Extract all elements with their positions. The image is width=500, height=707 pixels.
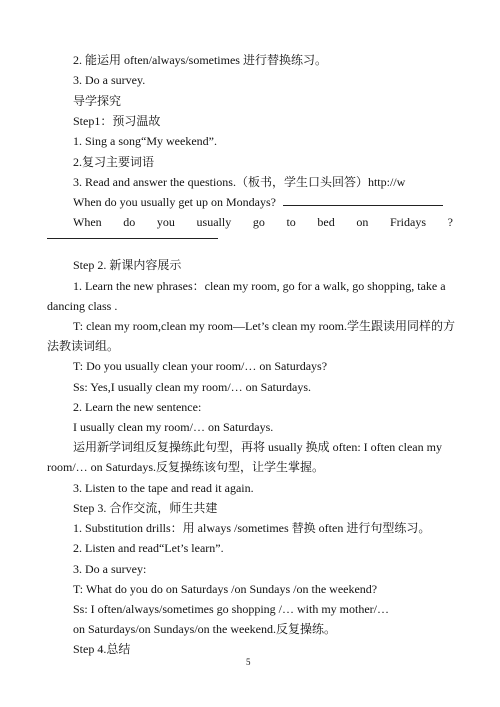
section-heading: 导学探究 [73, 94, 122, 108]
new-sentence: I usually clean my room/… on Saturdays. [73, 420, 274, 434]
question-2-word: do [123, 215, 136, 229]
step2-item-1-cont: dancing class . [47, 299, 118, 313]
step1-heading: Step1：预习温故 [73, 114, 161, 128]
question-2-word: bed [317, 215, 335, 229]
question-2-word: go [252, 215, 265, 229]
question-2-word: When [73, 215, 102, 229]
student-answer: Ss: Yes,I usually clean my room/… on Saturdays. [73, 380, 311, 394]
step1-item-3: 3. Read and answer the questions.（板书，学生口头回答）http://w [73, 175, 406, 189]
step3-item-2: 2. Listen and read“Let’s learn”. [73, 541, 224, 555]
step3-heading: Step 3. 合作交流，师生共建 [73, 501, 218, 515]
question-1 [73, 194, 443, 210]
step4-heading: Step 4.总结 [73, 642, 131, 656]
question-2-word: Fridays [390, 215, 426, 229]
teacher-line-1-cont: 法教读词组。 [47, 339, 120, 353]
step2-item-1: 1. Learn the new phrases：clean my room, go for a walk, go shopping, take a [73, 279, 446, 293]
question-2-word: to [286, 215, 296, 229]
step2-item-3: 3. Listen to the tape and read it again. [73, 481, 254, 495]
step2-item-2: 2. Learn the new sentence: [73, 400, 202, 414]
step3-item-1: 1. Substitution drills：用 always /sometimes 替换 often 进行句型练习。 [73, 521, 431, 535]
question-2-word: usually [196, 215, 232, 229]
step3-item-3: 3. Do a survey: [73, 562, 147, 576]
step1-item-1: 1. Sing a song“My weekend”. [73, 134, 217, 148]
survey-answer: Ss: I often/always/sometimes go shopping /… with my mother/… [73, 602, 389, 616]
question-1-text: When do you usually get up on Mondays? [73, 195, 276, 209]
step2-heading: Step 2. 新课内容展示 [73, 258, 182, 272]
step1-item-2: 2.复习主要词语 [73, 155, 155, 169]
objective-line-2: 2. 能运用 often/always/sometimes 进行替换练习。 [73, 53, 327, 67]
page-number: 5 [246, 657, 251, 667]
practice-note: 运用新学词组反复操练此句型，再将 usually 换成 often: I often clean my [73, 440, 442, 454]
objective-line-3: 3. Do a survey. [73, 73, 146, 87]
question-2 [73, 214, 453, 230]
teacher-line-1: T: clean my room,clean my room—Let’s clean my room.学生跟读用同样的方 [73, 319, 455, 333]
question-2-word: on [356, 215, 369, 229]
teacher-question: T: Do you usually clean your room/… on Saturdays? [73, 359, 328, 373]
answer-blank-1 [283, 195, 443, 206]
answer-blank-2 [47, 238, 218, 239]
practice-note-cont: room/… on Saturdays.反复操练该句型，让学生掌握。 [47, 460, 324, 474]
question-2-word: ? [447, 215, 453, 229]
survey-question: T: What do you do on Saturdays /on Sundays /on the weekend? [73, 582, 378, 596]
survey-answer-cont: on Saturdays/on Sundays/on the weekend.反复操练。 [73, 622, 336, 636]
question-2-word: you [156, 215, 175, 229]
